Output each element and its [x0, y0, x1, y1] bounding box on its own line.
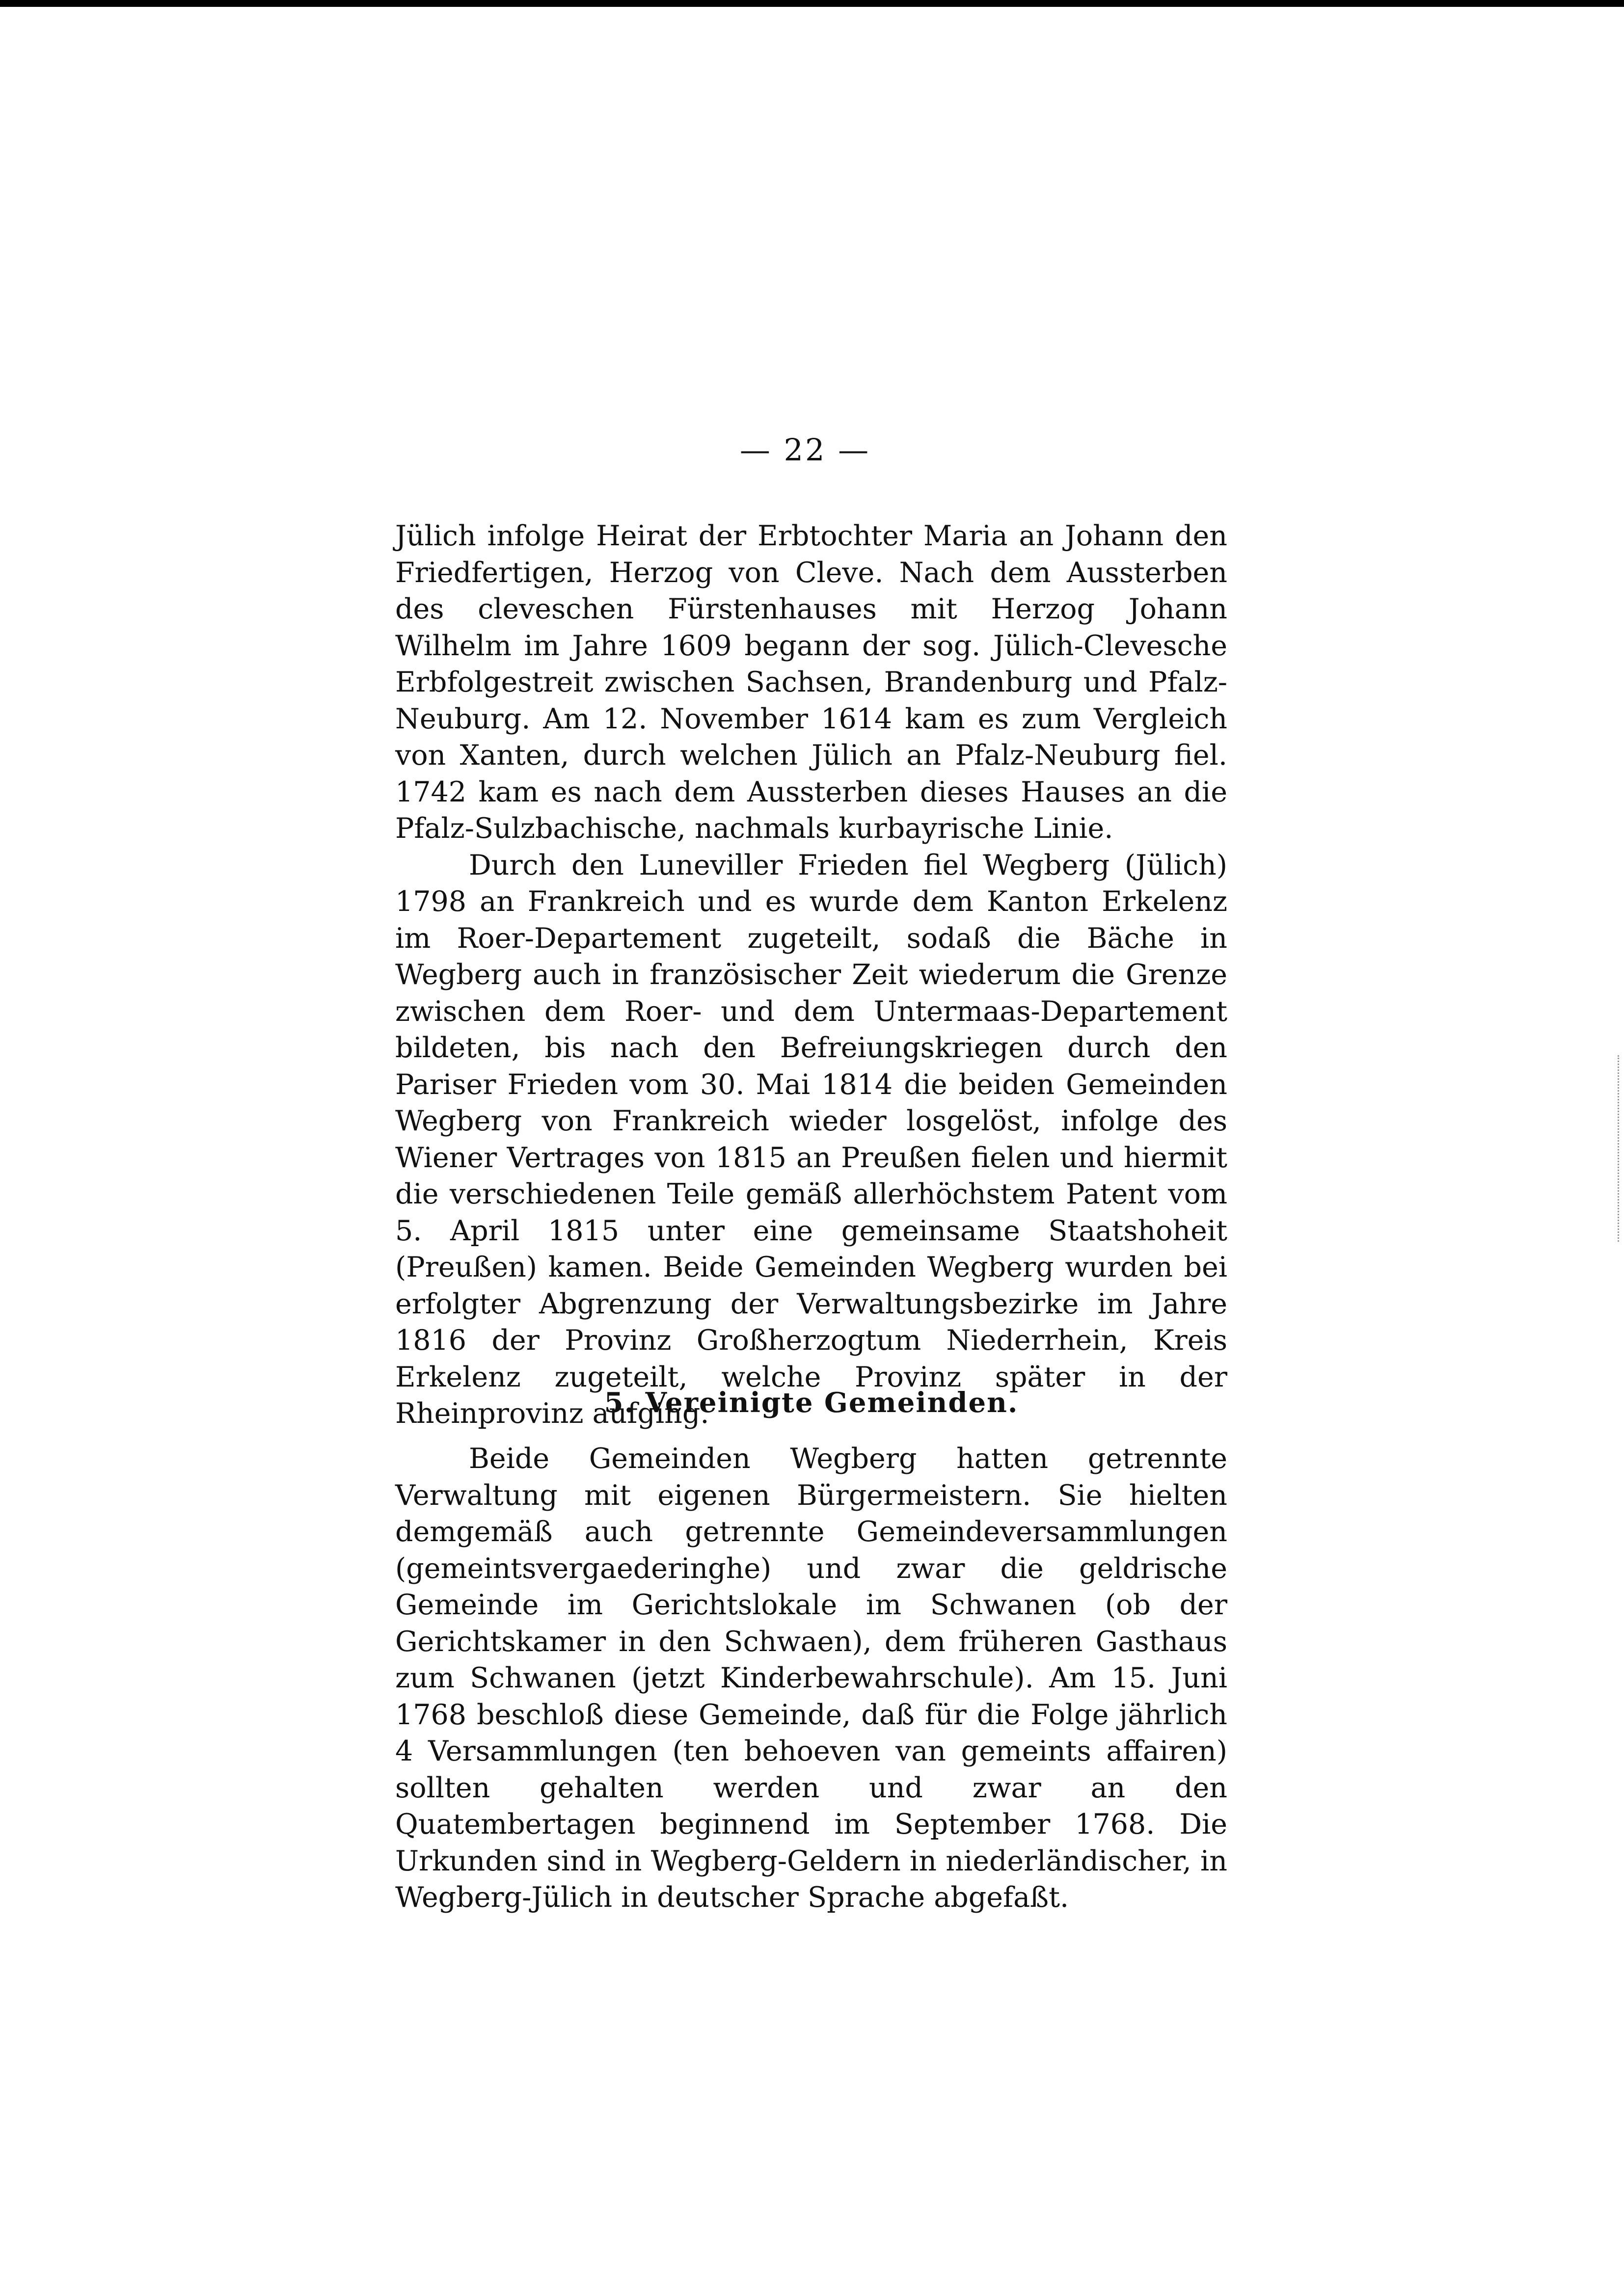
paragraph-julich-history: Jülich infolge Heirat der Erbtochter Maria an Johann den Friedfertigen, Herzog von Cleve. Nach dem Aussterben des cleveschen Fürstenhauses mit Herzog Johann Wilhelm im Jahre 1609 begann der sog. Jülich-Clevesche Erbfolgestreit zwischen Sachsen, Brandenburg und Pfalz-Neuburg. Am 12. November 1614 kam es zum Vergleich von Xanten, durch welchen Jülich an Pfalz-Neuburg fiel. 1742 kam es nach dem Aussterben dieses Hauses an die Pfalz-Sulzbachische, nachmals kurbayrische Linie.	[395, 520, 1227, 845]
text-body-section	[395, 1441, 1227, 1916]
page-number: — 22 —	[739, 432, 871, 468]
paragraph-french-period: Durch den Luneviller Frieden fiel Wegberg (Jülich) 1798 an Frankreich und es wurde dem Kanton Erkelenz im Roer-Departement zugeteilt, sodaß die Bäche in Wegberg auch in französischer Zeit wiederum die Grenze zwischen dem Roer- und dem Untermaas-Departement bildeten, bis nach den Befreiungskriegen durch den Pariser Frieden vom 30. Mai 1814 die beiden Gemeinden Wegberg von Frankreich wieder losgelöst, infolge des Wiener Vertrages von 1815 an Preußen fielen und hiermit die verschiedenen Teile gemäß allerhöchstem Patent vom 5. April 1815 unter eine gemeinsame Staatshoheit (Preußen) kamen. Beide Gemeinden Wegberg wurden bei erfolgter Abgrenzung der Verwaltungsbezirke im Jahre 1816 der Provinz Großherzogtum Niederrhein, Kreis Erkelenz zugeteilt, welche Provinz später in der Rheinprovinz aufging.	[395, 849, 1227, 1430]
scan-top-border	[0, 0, 1624, 7]
section-heading: 5. Vereinigte Gemeinden.	[604, 1387, 1019, 1419]
scan-edge-marks	[1618, 1055, 1622, 1242]
paragraph-united-communities: Beide Gemeinden Wegberg hatten getrennte Verwaltung mit eigenen Bürgermeistern. Sie hielten demgemäß auch getrennte Gemeindeversammlungen (gemeintsvergaederinghe) und zwar die geldrische Gemeinde im Gerichtslokale im Schwanen (ob der Gerichtskamer in den Schwaen), dem früheren Gasthaus zum Schwanen (jetzt Kinderbewahrschule). Am 15. Juni 1768 beschloß diese Gemeinde, daß für die Folge jährlich 4 Versammlungen (ten behoeven van gemeints affairen) sollten gehalten werden und zwar an den Quatembertagen beginnend im September 1768. Die Urkunden sind in Wegberg-Geldern in niederländischer, in Wegberg-Jülich in deutscher Sprache abgefaßt.	[395, 1442, 1227, 1914]
text-body-top	[395, 518, 1227, 1432]
